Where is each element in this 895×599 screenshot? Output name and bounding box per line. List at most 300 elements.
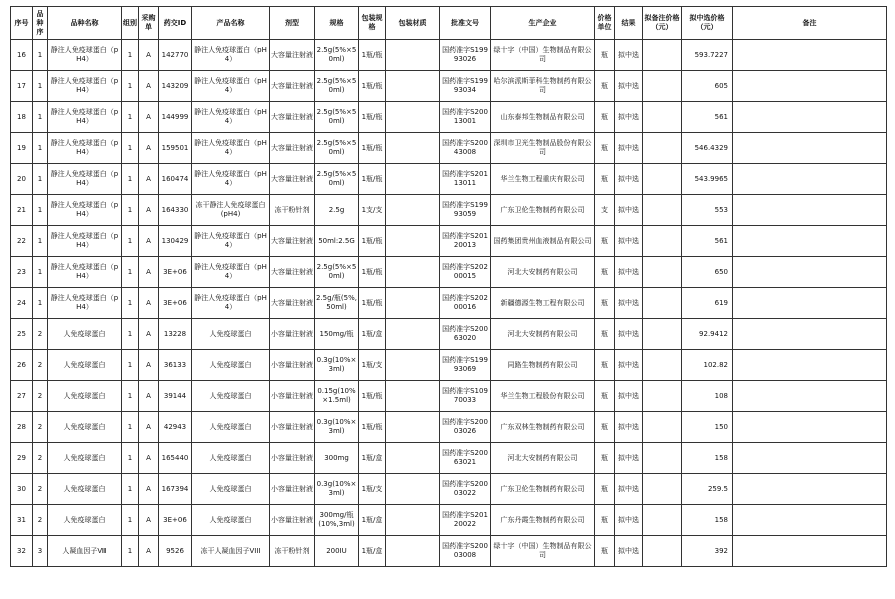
cell-proposed-list-price: [643, 288, 682, 319]
table-row: [11, 319, 887, 350]
header-purchase-list: 采购单: [139, 7, 159, 40]
cell-manufacturer: 广东卫伦生物制药有限公司: [491, 195, 595, 226]
cell-variety-name: 静注人免疫球蛋白（pH4）: [48, 40, 122, 71]
cell-package-spec: 1瓶/瓶: [359, 71, 386, 102]
cell-drug-id: 3E+06: [159, 257, 192, 288]
cell-product-name: 静注人免疫球蛋白（pH4）: [192, 102, 270, 133]
cell-approval-number: 国药准字S20113011: [440, 164, 491, 195]
header-variety-name: 品种名称: [48, 7, 122, 40]
cell-proposed-selected-price: 102.82: [682, 350, 733, 381]
cell-remarks: [733, 505, 887, 536]
cell-variety-seq: 2: [33, 443, 48, 474]
cell-dosage-form: 小容量注射液: [270, 474, 315, 505]
cell-approval-number: 国药准字S20120013: [440, 226, 491, 257]
cell-purchase-list: A: [139, 443, 159, 474]
cell-price-unit: 瓶: [595, 443, 615, 474]
cell-variety-seq: 1: [33, 71, 48, 102]
cell-proposed-selected-price: 158: [682, 443, 733, 474]
cell-package-material: [386, 40, 440, 71]
cell-purchase-list: A: [139, 319, 159, 350]
cell-dosage-form: 小容量注射液: [270, 505, 315, 536]
cell-proposed-selected-price: 561: [682, 102, 733, 133]
procurement-table-sheet: [10, 6, 887, 567]
cell-result: 拟中选: [615, 71, 643, 102]
cell-manufacturer: 华兰生物工程重庆有限公司: [491, 164, 595, 195]
cell-seq: 27: [11, 381, 33, 412]
cell-product-name: 冻干静注人免疫球蛋白(pH4): [192, 195, 270, 226]
cell-dosage-form: 大容量注射液: [270, 164, 315, 195]
cell-manufacturer: 广东丹霞生物制药有限公司: [491, 505, 595, 536]
cell-specification: 0.15g(10%×1.5ml): [315, 381, 359, 412]
cell-proposed-list-price: [643, 40, 682, 71]
cell-group: 1: [122, 195, 139, 226]
cell-variety-seq: 1: [33, 195, 48, 226]
cell-product-name: 静注人免疫球蛋白（pH4）: [192, 288, 270, 319]
table-row: [11, 133, 887, 164]
cell-proposed-list-price: [643, 381, 682, 412]
cell-package-spec: 1瓶/盒: [359, 443, 386, 474]
cell-product-name: 人免疫球蛋白: [192, 319, 270, 350]
cell-price-unit: 瓶: [595, 412, 615, 443]
cell-approval-number: 国药准字S20003022: [440, 474, 491, 505]
cell-price-unit: 瓶: [595, 536, 615, 567]
cell-price-unit: 瓶: [595, 133, 615, 164]
cell-proposed-selected-price: 619: [682, 288, 733, 319]
cell-proposed-selected-price: 553: [682, 195, 733, 226]
cell-specification: 2.5g(5%×50ml): [315, 71, 359, 102]
cell-manufacturer: 绿十字（中国）生物制品有限公司: [491, 536, 595, 567]
cell-seq: 24: [11, 288, 33, 319]
cell-seq: 21: [11, 195, 33, 226]
cell-specification: 50ml:2.5G: [315, 226, 359, 257]
cell-seq: 16: [11, 40, 33, 71]
cell-result: 拟中选: [615, 536, 643, 567]
procurement-table: [10, 6, 887, 567]
cell-package-material: [386, 536, 440, 567]
cell-specification: 2.5g(5%×50ml): [315, 102, 359, 133]
cell-result: 拟中选: [615, 288, 643, 319]
cell-drug-id: 144999: [159, 102, 192, 133]
cell-remarks: [733, 195, 887, 226]
header-drug-id: 药交ID: [159, 7, 192, 40]
cell-drug-id: 159501: [159, 133, 192, 164]
header-seq: 序号: [11, 7, 33, 40]
cell-product-name: 静注人免疫球蛋白（pH4）: [192, 164, 270, 195]
cell-seq: 31: [11, 505, 33, 536]
cell-proposed-list-price: [643, 195, 682, 226]
table-row: [11, 443, 887, 474]
cell-package-material: [386, 412, 440, 443]
cell-remarks: [733, 226, 887, 257]
cell-manufacturer: 华兰生物工程股份有限公司: [491, 381, 595, 412]
cell-group: 1: [122, 71, 139, 102]
cell-proposed-selected-price: 546.4329: [682, 133, 733, 164]
cell-package-material: [386, 164, 440, 195]
cell-approval-number: 国药准字S20120022: [440, 505, 491, 536]
cell-drug-id: 3E+06: [159, 505, 192, 536]
cell-purchase-list: A: [139, 474, 159, 505]
cell-group: 1: [122, 102, 139, 133]
cell-drug-id: 167394: [159, 474, 192, 505]
cell-price-unit: 瓶: [595, 350, 615, 381]
cell-package-spec: 1瓶/瓶: [359, 288, 386, 319]
cell-drug-id: 9526: [159, 536, 192, 567]
cell-proposed-list-price: [643, 350, 682, 381]
cell-proposed-selected-price: 259.5: [682, 474, 733, 505]
cell-proposed-list-price: [643, 412, 682, 443]
cell-proposed-list-price: [643, 257, 682, 288]
cell-manufacturer: 广东双林生物制药有限公司: [491, 412, 595, 443]
cell-product-name: 人免疫球蛋白: [192, 350, 270, 381]
cell-variety-seq: 1: [33, 288, 48, 319]
table-row: [11, 381, 887, 412]
cell-drug-id: 165440: [159, 443, 192, 474]
cell-package-material: [386, 319, 440, 350]
cell-approval-number: 国药准字S20003026: [440, 412, 491, 443]
cell-proposed-list-price: [643, 164, 682, 195]
cell-remarks: [733, 164, 887, 195]
cell-manufacturer: 河北大安制药有限公司: [491, 257, 595, 288]
cell-specification: 200IU: [315, 536, 359, 567]
cell-proposed-list-price: [643, 133, 682, 164]
cell-variety-name: 静注人免疫球蛋白（pH4）: [48, 164, 122, 195]
cell-seq: 28: [11, 412, 33, 443]
cell-specification: 2.5g(5%×50ml): [315, 257, 359, 288]
cell-purchase-list: A: [139, 505, 159, 536]
cell-dosage-form: 大容量注射液: [270, 288, 315, 319]
cell-product-name: 人免疫球蛋白: [192, 412, 270, 443]
cell-price-unit: 瓶: [595, 226, 615, 257]
cell-product-name: 人免疫球蛋白: [192, 381, 270, 412]
header-package-spec: 包装规格: [359, 7, 386, 40]
cell-variety-seq: 1: [33, 102, 48, 133]
cell-result: 拟中选: [615, 381, 643, 412]
cell-package-material: [386, 505, 440, 536]
cell-drug-id: 130429: [159, 226, 192, 257]
cell-remarks: [733, 474, 887, 505]
cell-package-material: [386, 350, 440, 381]
header-approval-number: 批准文号: [440, 7, 491, 40]
cell-group: 1: [122, 443, 139, 474]
cell-result: 拟中选: [615, 226, 643, 257]
cell-dosage-form: 大容量注射液: [270, 102, 315, 133]
cell-proposed-list-price: [643, 474, 682, 505]
cell-product-name: 静注人免疫球蛋白（pH4）: [192, 226, 270, 257]
cell-variety-name: 人免疫球蛋白: [48, 350, 122, 381]
cell-package-material: [386, 226, 440, 257]
table-row: [11, 195, 887, 226]
cell-specification: 0.3g(10%×3ml): [315, 412, 359, 443]
cell-remarks: [733, 40, 887, 71]
cell-group: 1: [122, 319, 139, 350]
cell-package-material: [386, 474, 440, 505]
cell-result: 拟中选: [615, 133, 643, 164]
cell-proposed-list-price: [643, 319, 682, 350]
header-row: [11, 7, 887, 40]
cell-purchase-list: A: [139, 71, 159, 102]
cell-dosage-form: 小容量注射液: [270, 350, 315, 381]
cell-seq: 18: [11, 102, 33, 133]
cell-manufacturer: 国药集团贵州血液制品有限公司: [491, 226, 595, 257]
cell-variety-name: 静注人免疫球蛋白（pH4）: [48, 71, 122, 102]
cell-price-unit: 瓶: [595, 71, 615, 102]
cell-package-spec: 1瓶/瓶: [359, 40, 386, 71]
cell-variety-name: 静注人免疫球蛋白（pH4）: [48, 288, 122, 319]
cell-variety-name: 人免疫球蛋白: [48, 319, 122, 350]
cell-price-unit: 瓶: [595, 257, 615, 288]
cell-remarks: [733, 319, 887, 350]
cell-result: 拟中选: [615, 443, 643, 474]
cell-variety-seq: 1: [33, 133, 48, 164]
cell-group: 1: [122, 412, 139, 443]
cell-proposed-selected-price: 593.7227: [682, 40, 733, 71]
cell-remarks: [733, 536, 887, 567]
cell-package-material: [386, 71, 440, 102]
cell-price-unit: 瓶: [595, 319, 615, 350]
cell-remarks: [733, 71, 887, 102]
cell-variety-seq: 3: [33, 536, 48, 567]
cell-dosage-form: 小容量注射液: [270, 381, 315, 412]
cell-specification: 300mg/瓶(10%,3ml): [315, 505, 359, 536]
cell-product-name: 静注人免疫球蛋白（pH4）: [192, 257, 270, 288]
cell-approval-number: 国药准字S20200015: [440, 257, 491, 288]
cell-price-unit: 支: [595, 195, 615, 226]
cell-seq: 32: [11, 536, 33, 567]
cell-package-spec: 1瓶/盒: [359, 505, 386, 536]
cell-package-spec: 1瓶/支: [359, 474, 386, 505]
cell-proposed-list-price: [643, 443, 682, 474]
cell-purchase-list: A: [139, 40, 159, 71]
cell-drug-id: 143209: [159, 71, 192, 102]
cell-approval-number: 国药准字S19993069: [440, 350, 491, 381]
cell-dosage-form: 大容量注射液: [270, 257, 315, 288]
cell-proposed-selected-price: 108: [682, 381, 733, 412]
table-row: [11, 505, 887, 536]
cell-package-material: [386, 257, 440, 288]
cell-group: 1: [122, 505, 139, 536]
header-variety-seq: 品种序: [33, 7, 48, 40]
cell-price-unit: 瓶: [595, 381, 615, 412]
cell-group: 1: [122, 164, 139, 195]
cell-proposed-selected-price: 543.9965: [682, 164, 733, 195]
cell-proposed-list-price: [643, 536, 682, 567]
cell-manufacturer: 深圳市卫光生物制品股份有限公司: [491, 133, 595, 164]
cell-approval-number: 国药准字S19993026: [440, 40, 491, 71]
cell-variety-name: 静注人免疫球蛋白（pH4）: [48, 133, 122, 164]
cell-purchase-list: A: [139, 381, 159, 412]
cell-group: 1: [122, 40, 139, 71]
cell-package-spec: 1瓶/盒: [359, 319, 386, 350]
cell-purchase-list: A: [139, 350, 159, 381]
cell-variety-seq: 2: [33, 505, 48, 536]
cell-price-unit: 瓶: [595, 102, 615, 133]
cell-purchase-list: A: [139, 536, 159, 567]
cell-group: 1: [122, 288, 139, 319]
cell-package-spec: 1瓶/瓶: [359, 381, 386, 412]
cell-variety-name: 静注人免疫球蛋白（pH4）: [48, 102, 122, 133]
cell-seq: 30: [11, 474, 33, 505]
cell-specification: 2.5g: [315, 195, 359, 226]
header-manufacturer: 生产企业: [491, 7, 595, 40]
cell-proposed-list-price: [643, 226, 682, 257]
cell-proposed-selected-price: 561: [682, 226, 733, 257]
cell-remarks: [733, 288, 887, 319]
cell-remarks: [733, 443, 887, 474]
cell-package-material: [386, 443, 440, 474]
cell-purchase-list: A: [139, 102, 159, 133]
cell-product-name: 静注人免疫球蛋白（pH4）: [192, 71, 270, 102]
cell-purchase-list: A: [139, 164, 159, 195]
cell-purchase-list: A: [139, 412, 159, 443]
cell-result: 拟中选: [615, 412, 643, 443]
cell-proposed-selected-price: 650: [682, 257, 733, 288]
header-result: 结果: [615, 7, 643, 40]
cell-manufacturer: 山东泰邦生物制品有限公司: [491, 102, 595, 133]
table-row: [11, 102, 887, 133]
header-remarks: 备注: [733, 7, 887, 40]
cell-drug-id: 42943: [159, 412, 192, 443]
cell-group: 1: [122, 226, 139, 257]
cell-result: 拟中选: [615, 102, 643, 133]
cell-variety-name: 静注人免疫球蛋白（pH4）: [48, 195, 122, 226]
cell-specification: 0.3g(10%×3ml): [315, 474, 359, 505]
cell-purchase-list: A: [139, 195, 159, 226]
cell-package-spec: 1支/支: [359, 195, 386, 226]
cell-proposed-selected-price: 605: [682, 71, 733, 102]
header-dosage-form: 剂型: [270, 7, 315, 40]
cell-result: 拟中选: [615, 164, 643, 195]
cell-drug-id: 36133: [159, 350, 192, 381]
cell-package-spec: 1瓶/支: [359, 350, 386, 381]
cell-specification: 0.3g(10%×3ml): [315, 350, 359, 381]
cell-dosage-form: 大容量注射液: [270, 133, 315, 164]
cell-specification: 2.5g(5%×50ml): [315, 40, 359, 71]
cell-remarks: [733, 133, 887, 164]
cell-proposed-list-price: [643, 102, 682, 133]
cell-proposed-selected-price: 92.9412: [682, 319, 733, 350]
cell-package-material: [386, 288, 440, 319]
cell-approval-number: 国药准字S20043008: [440, 133, 491, 164]
table-row: [11, 257, 887, 288]
table-row: [11, 71, 887, 102]
cell-package-material: [386, 133, 440, 164]
cell-drug-id: 13228: [159, 319, 192, 350]
cell-variety-seq: 1: [33, 226, 48, 257]
cell-package-spec: 1瓶/瓶: [359, 102, 386, 133]
cell-result: 拟中选: [615, 350, 643, 381]
cell-drug-id: 3E+06: [159, 288, 192, 319]
header-product-name: 产品名称: [192, 7, 270, 40]
cell-result: 拟中选: [615, 195, 643, 226]
cell-approval-number: 国药准字S20063021: [440, 443, 491, 474]
cell-proposed-selected-price: 158: [682, 505, 733, 536]
cell-variety-name: 人免疫球蛋白: [48, 474, 122, 505]
cell-product-name: 人免疫球蛋白: [192, 443, 270, 474]
header-proposed-selected-price: 拟中选价格（元）: [682, 7, 733, 40]
cell-package-spec: 1瓶/瓶: [359, 257, 386, 288]
cell-remarks: [733, 381, 887, 412]
cell-dosage-form: 大容量注射液: [270, 71, 315, 102]
cell-price-unit: 瓶: [595, 505, 615, 536]
cell-drug-id: 160474: [159, 164, 192, 195]
cell-price-unit: 瓶: [595, 288, 615, 319]
cell-purchase-list: A: [139, 133, 159, 164]
cell-drug-id: 39144: [159, 381, 192, 412]
cell-approval-number: 国药准字S20003008: [440, 536, 491, 567]
cell-package-material: [386, 102, 440, 133]
cell-seq: 20: [11, 164, 33, 195]
cell-manufacturer: 广东卫伦生物制药有限公司: [491, 474, 595, 505]
cell-package-spec: 1瓶/瓶: [359, 412, 386, 443]
cell-purchase-list: A: [139, 226, 159, 257]
cell-remarks: [733, 412, 887, 443]
cell-seq: 22: [11, 226, 33, 257]
table-row: [11, 474, 887, 505]
cell-drug-id: 142770: [159, 40, 192, 71]
cell-specification: 300mg: [315, 443, 359, 474]
cell-dosage-form: 大容量注射液: [270, 40, 315, 71]
header-group: 组别: [122, 7, 139, 40]
cell-product-name: 静注人免疫球蛋白（pH4）: [192, 40, 270, 71]
cell-group: 1: [122, 350, 139, 381]
cell-proposed-selected-price: 150: [682, 412, 733, 443]
cell-variety-name: 人免疫球蛋白: [48, 443, 122, 474]
cell-dosage-form: 小容量注射液: [270, 319, 315, 350]
cell-purchase-list: A: [139, 288, 159, 319]
cell-price-unit: 瓶: [595, 40, 615, 71]
cell-manufacturer: 哈尔滨派斯菲科生物制药有限公司: [491, 71, 595, 102]
cell-approval-number: 国药准字S19993059: [440, 195, 491, 226]
cell-specification: 2.5g/瓶(5%,50ml): [315, 288, 359, 319]
cell-approval-number: 国药准字S20063020: [440, 319, 491, 350]
cell-dosage-form: 冻干粉针剂: [270, 195, 315, 226]
cell-remarks: [733, 350, 887, 381]
cell-group: 1: [122, 474, 139, 505]
cell-product-name: 人免疫球蛋白: [192, 505, 270, 536]
cell-variety-seq: 1: [33, 164, 48, 195]
cell-variety-name: 静注人免疫球蛋白（pH4）: [48, 226, 122, 257]
cell-variety-name: 人免疫球蛋白: [48, 381, 122, 412]
cell-dosage-form: 小容量注射液: [270, 412, 315, 443]
table-row: [11, 40, 887, 71]
cell-remarks: [733, 102, 887, 133]
header-specification: 规格: [315, 7, 359, 40]
cell-package-material: [386, 381, 440, 412]
cell-approval-number: 国药准字S20200016: [440, 288, 491, 319]
cell-manufacturer: 同路生物制药有限公司: [491, 350, 595, 381]
cell-group: 1: [122, 133, 139, 164]
cell-proposed-list-price: [643, 71, 682, 102]
cell-result: 拟中选: [615, 40, 643, 71]
header-package-material: 包装材质: [386, 7, 440, 40]
cell-variety-seq: 2: [33, 474, 48, 505]
cell-product-name: 人免疫球蛋白: [192, 474, 270, 505]
cell-dosage-form: 小容量注射液: [270, 443, 315, 474]
cell-product-name: 静注人免疫球蛋白（pH4）: [192, 133, 270, 164]
cell-group: 1: [122, 257, 139, 288]
cell-variety-seq: 2: [33, 350, 48, 381]
cell-proposed-list-price: [643, 505, 682, 536]
cell-variety-name: 人凝血因子Ⅷ: [48, 536, 122, 567]
cell-package-spec: 1瓶/瓶: [359, 133, 386, 164]
cell-manufacturer: 河北大安制药有限公司: [491, 319, 595, 350]
cell-variety-seq: 1: [33, 40, 48, 71]
cell-seq: 23: [11, 257, 33, 288]
cell-seq: 19: [11, 133, 33, 164]
cell-variety-seq: 1: [33, 257, 48, 288]
cell-manufacturer: 河北大安制药有限公司: [491, 443, 595, 474]
cell-package-spec: 1瓶/瓶: [359, 164, 386, 195]
